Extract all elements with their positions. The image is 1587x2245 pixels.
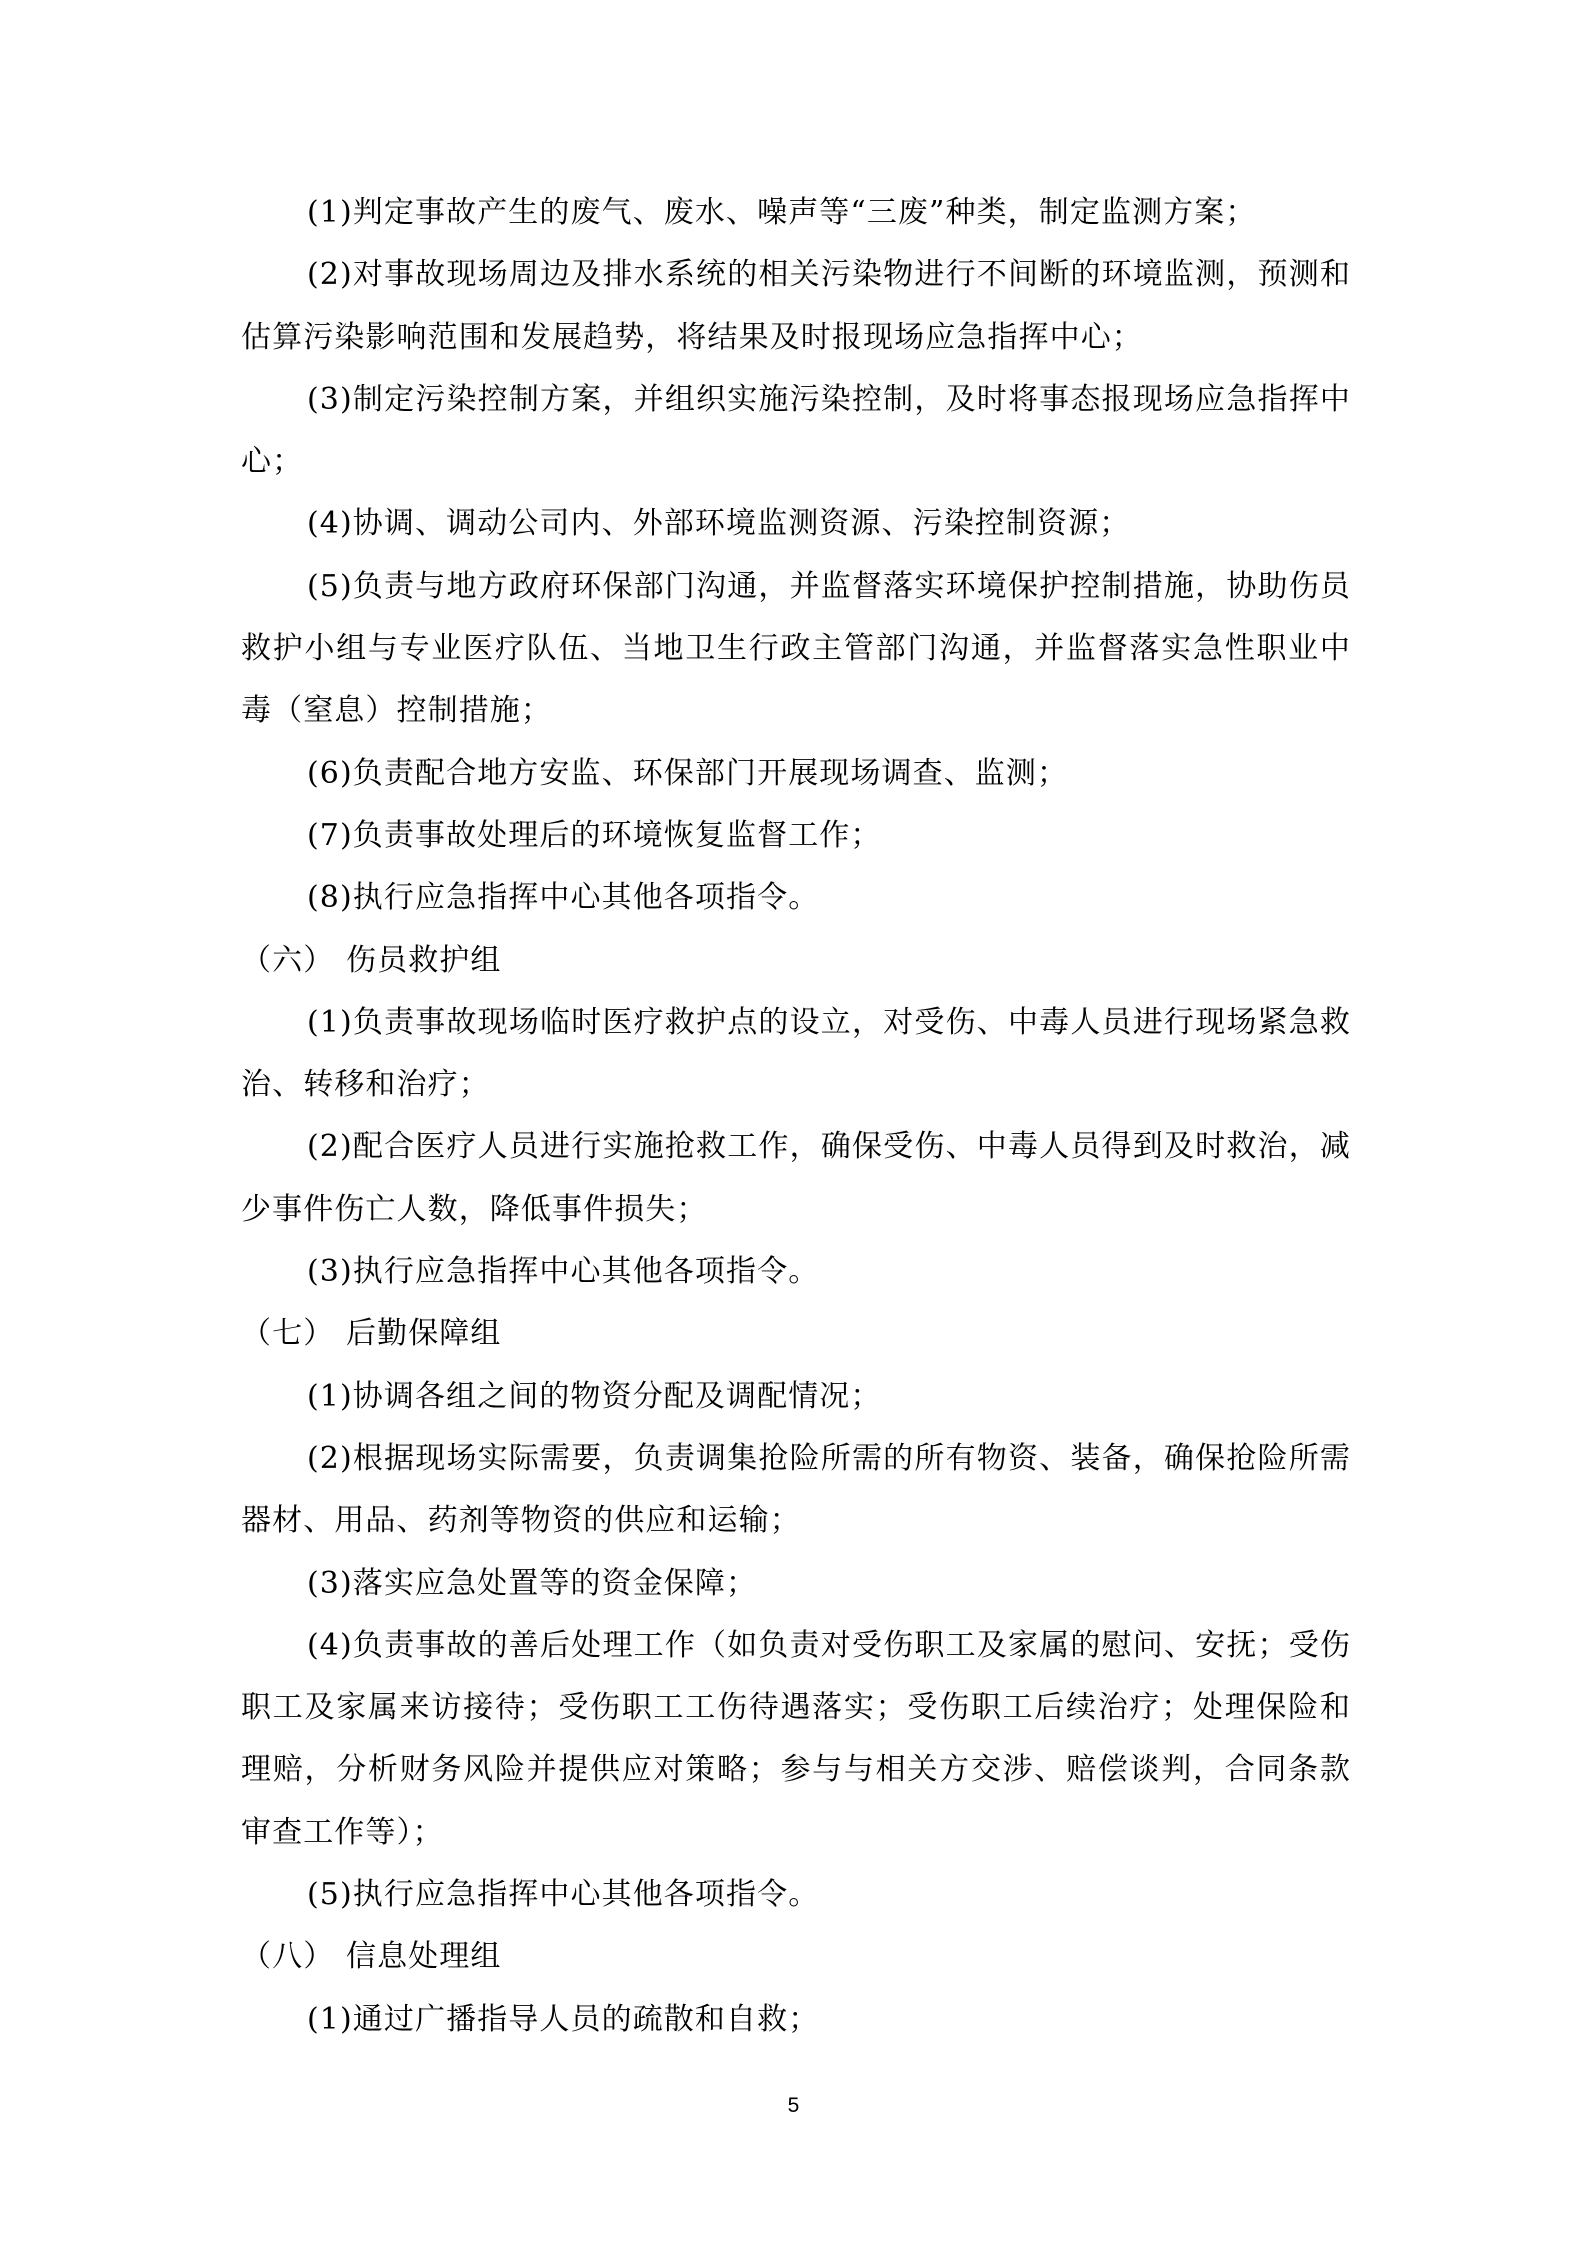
list-item-paragraph: (4)协调、调动公司内、外部环境监测资源、污染控制资源； — [307, 506, 1131, 542]
list-item-paragraph: (1)负责事故现场临时医疗救护点的设立，对受伤、中毒人员进行现场紧急救治、转移和治疗； — [241, 1004, 1351, 1103]
list-item-paragraph: (1)判定事故产生的废气、废水、噪声等“三废”种类，制定监测方案； — [307, 195, 1257, 230]
document-body — [241, 182, 1351, 2051]
list-item-paragraph: (8)执行应急指挥中心其他各项指令。 — [307, 880, 820, 916]
list-item-paragraph: (1)协调各组之间的物资分配及调配情况； — [307, 1378, 882, 1414]
section-heading — [241, 1926, 1351, 1988]
section-heading-number: （八） — [241, 1939, 335, 1975]
section-heading — [241, 1303, 1351, 1365]
page-number: 5 — [787, 2094, 800, 2117]
list-item-paragraph: (2)根据现场实际需要，负责调集抢险所需的所有物资、装备，确保抢险所需器材、用品、药剂等物资的供应和运输； — [241, 1440, 1351, 1539]
list-item-paragraph: (3)制定污染控制方案，并组织实施污染控制，及时将事态报现场应急指挥中心； — [241, 381, 1351, 480]
list-item-paragraph: (4)负责事故的善后处理工作（如负责对受伤职工及家属的慰问、安抚；受伤职工及家属来访接待；受伤职工工伤待遇落实；受伤职工后续治疗；处理保险和理赔，分析财务风险并提供应对策略；参与与相关方交涉、赔偿谈判，合同条款审查工作等）； — [241, 1627, 1351, 1850]
list-item-paragraph: (5)负责与地方政府环保部门沟通，并监督落实环境保护控制措施，协助伤员救护小组与专业医疗队伍、当地卫生行政主管部门沟通，并监督落实急性职业中毒（窒息）控制措施； — [241, 568, 1351, 729]
list-item-paragraph: (3)执行应急指挥中心其他各项指令。 — [307, 1254, 820, 1290]
section-heading-number: （七） — [241, 1316, 335, 1352]
section-heading-number: （六） — [241, 942, 335, 978]
section-heading-title: 信息处理组 — [346, 1939, 502, 1975]
list-item-paragraph: (2)对事故现场周边及排水系统的相关污染物进行不间断的环境监测，预测和估算污染影响范围和发展趋势，将结果及时报现场应急指挥中心； — [241, 257, 1351, 355]
list-item-paragraph: (6)负责配合地方安监、环保部门开展现场调查、监测； — [307, 755, 1069, 791]
section-heading-title: 后勤保障组 — [346, 1316, 502, 1352]
list-item-paragraph: (5)执行应急指挥中心其他各项指令。 — [307, 1877, 820, 1913]
list-item-paragraph: (7)负责事故处理后的环境恢复监督工作； — [307, 817, 882, 853]
list-item-paragraph: (3)落实应急处置等的资金保障； — [307, 1565, 758, 1601]
section-heading — [241, 930, 1351, 992]
section-heading-title: 伤员救护组 — [346, 942, 502, 978]
list-item-paragraph: (2)配合医疗人员进行实施抢救工作，确保受伤、中毒人员得到及时救治，减少事件伤亡人数，降低事件损失； — [241, 1129, 1351, 1227]
list-item-paragraph: (1)通过广播指导人员的疏散和自救； — [307, 2001, 820, 2037]
